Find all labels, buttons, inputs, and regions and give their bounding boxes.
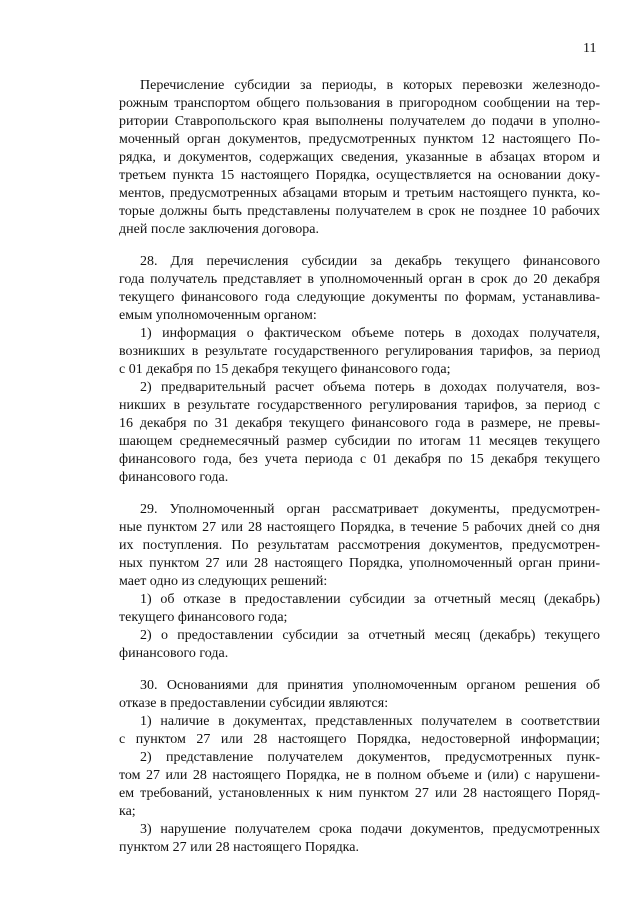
text-line: том 27 или 28 настоящего Порядка, не в полном объеме и (или) с нарушени-	[119, 768, 600, 783]
text-line: 29. Уполномоченный орган рассматривает документы, предусмотрен-	[140, 502, 600, 517]
text-line: 28. Для перечисления субсидии за декабрь текущего финансового	[140, 254, 600, 269]
text-line: 1) информация о фактическом объеме потерь в доходах получателя,	[140, 326, 600, 341]
text-line: 3) нарушение получателем срока подачи документов, предусмотренных	[140, 822, 600, 837]
text-line: Перечисление субсидии за периоды, в которых перевозки железнодо-	[140, 78, 600, 93]
text-line: 2) представление получателем документов, предусмотренных пунк-	[140, 750, 600, 765]
text-line: их поступления. По результатам рассмотрения документов, предусмотрен-	[119, 538, 600, 553]
text-line: 2) о предоставлении субсидии за отчетный месяц (декабрь) текущего	[140, 628, 600, 643]
text-line: ем требований, установленных к ним пунктом 27 или 28 настоящего Поряд-	[119, 786, 600, 801]
text-line: шающем среднемесячный размер субсидии по итогам 11 месяцев текущего	[119, 434, 600, 449]
text-line: финансового года.	[119, 470, 229, 485]
text-line: ных пунктом 27 или 28 настоящего Порядка, уполномоченный орган прини-	[119, 556, 600, 571]
text-line: текущего финансового года;	[119, 610, 288, 625]
text-line: мает одно из следующих решений:	[119, 574, 328, 589]
text-line: торые должны быть представлены получателем в срок не позднее 10 рабочих	[119, 204, 600, 219]
text-line: 16 декабря по 31 декабря текущего финансового года в размере, не превы-	[119, 416, 600, 431]
text-line: никших в результате государственного регулирования тарифов, за период с	[119, 398, 600, 413]
text-line: моченный орган документов, предусмотренных пунктом 12 настоящего По-	[119, 132, 600, 147]
text-line: ка;	[119, 804, 136, 819]
text-line: третьем пункта 15 настоящего Порядка, осуществляется на основании доку-	[119, 168, 600, 183]
text-line: 30. Основаниями для принятия уполномоченным органом решения об	[140, 678, 600, 693]
text-line: ные пунктом 27 или 28 настоящего Порядка, в течение 5 рабочих дней со дня	[119, 520, 600, 535]
text-line: отказе в предоставлении субсидии являются:	[119, 696, 389, 711]
text-line: ритории Ставропольского края выполнены получателем до подачи в уполно-	[119, 114, 600, 129]
text-line: ментов, предусмотренных абзацами вторым и третьим настоящего пункта, ко-	[119, 186, 600, 201]
text-line: 1) наличие в документах, представленных получателем в соответствии	[140, 714, 600, 729]
text-line: финансового года, без учета периода с 01 декабря по 15 декабря текущего	[119, 452, 600, 467]
page-number: 11	[583, 41, 597, 56]
text-line: 2) предварительный расчет объема потерь в доходах получателя, воз-	[140, 380, 600, 395]
text-line: возникших в результате государственного регулирования тарифов, за период	[119, 344, 600, 359]
text-line: года получатель представляет в уполномоченный орган в срок до 20 декабря	[119, 272, 600, 287]
text-line: 1) об отказе в предоставлении субсидии за отчетный месяц (декабрь)	[140, 592, 600, 607]
text-line: пунктом 27 или 28 настоящего Порядка.	[119, 840, 359, 855]
text-line: текущего финансового года следующие документы по формам, устанавлива-	[119, 290, 600, 305]
text-line: рожным транспортом общего пользования в пригородном сообщении на тер-	[119, 96, 600, 111]
text-line: рядка, и документов, содержащих сведения, указанные в абзацах втором и	[119, 150, 600, 165]
text-line: с 01 декабря по 15 декабря текущего финансового года;	[119, 362, 451, 377]
text-line: дней после заключения договора.	[119, 222, 319, 237]
text-line: финансового года.	[119, 646, 229, 661]
text-line: с пунктом 27 или 28 настоящего Порядка, недостоверной информации;	[119, 732, 600, 747]
text-line: емым уполномоченным органом:	[119, 308, 317, 323]
